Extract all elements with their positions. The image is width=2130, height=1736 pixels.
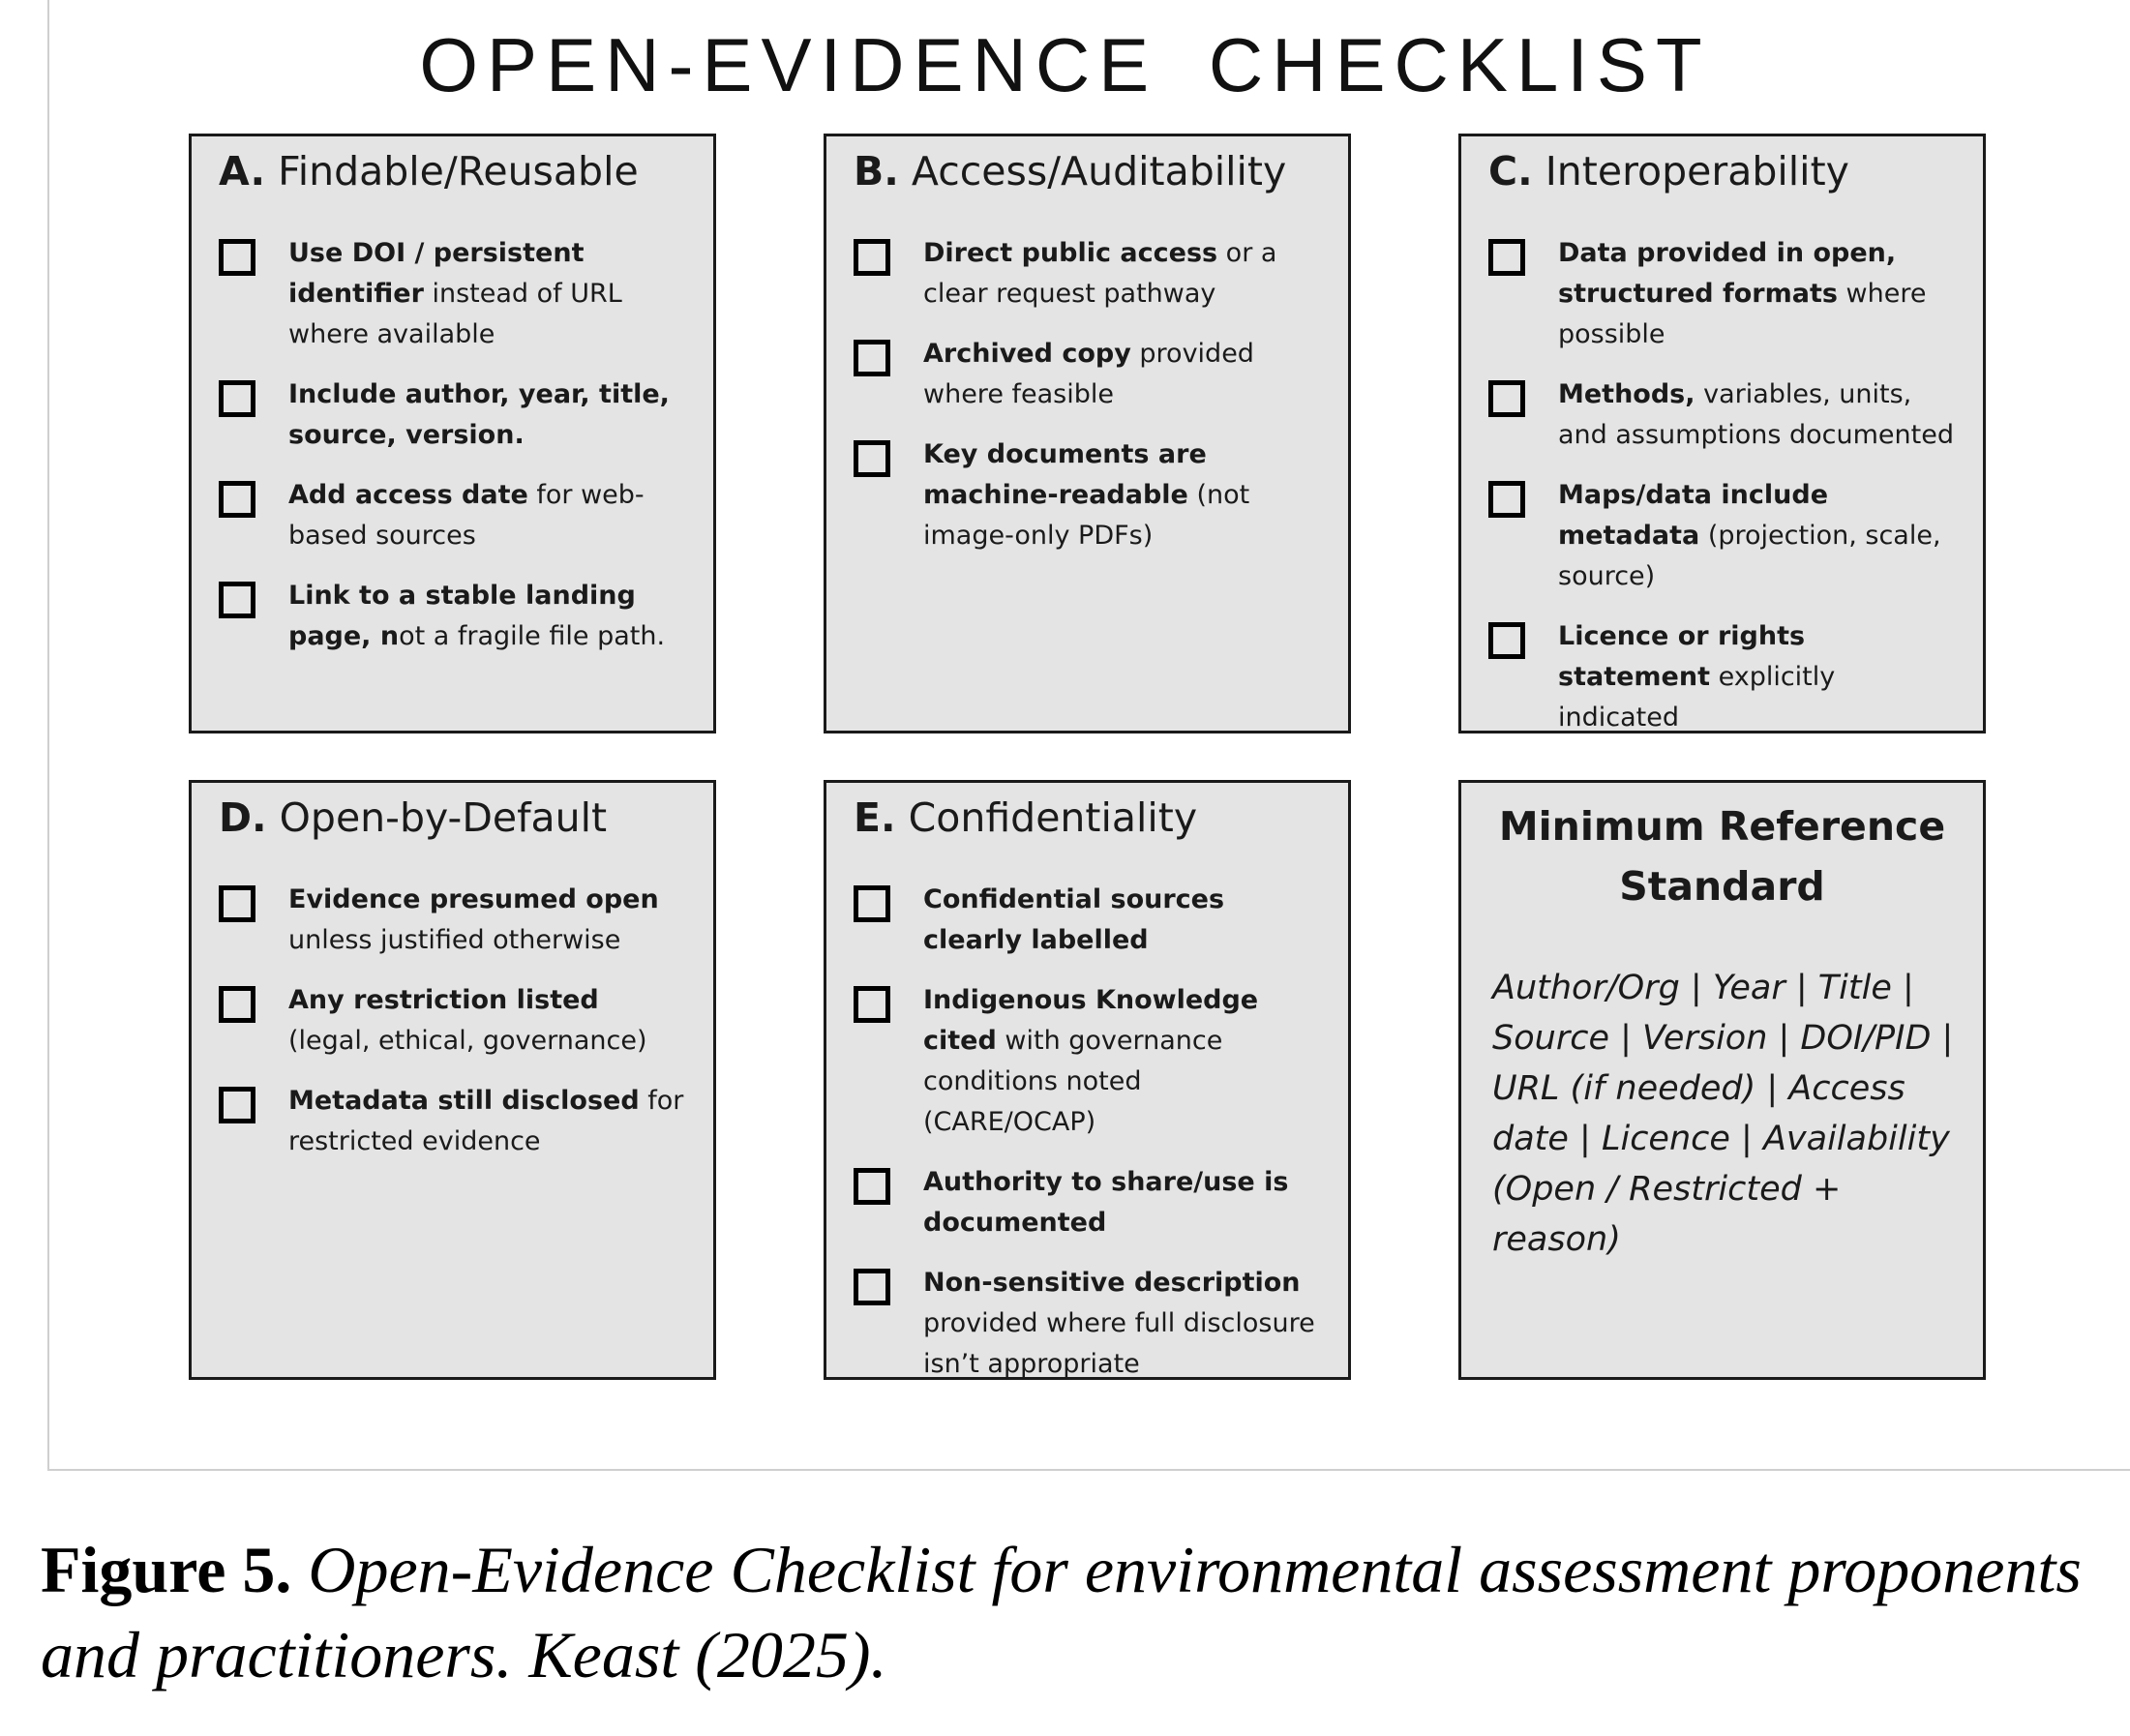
panel-letter: C. (1488, 148, 1533, 195)
checklist-item (1488, 475, 1972, 597)
item-bold: Add access date (288, 480, 528, 510)
checklist-item (1488, 233, 1972, 355)
panel-heading-text: Confidentiality (908, 794, 1198, 841)
item-bold: Indigenous Knowledge cited (923, 985, 1259, 1056)
checklist-item (219, 374, 703, 456)
item-bold: Direct public access (923, 238, 1218, 268)
checklist-item (854, 434, 1337, 556)
checklist-item (854, 980, 1337, 1143)
checkbox[interactable] (1488, 239, 1525, 276)
checkbox[interactable] (854, 239, 890, 276)
item-text: (not image-only PDFs) (923, 480, 1250, 551)
item-bold: Non-sensitive description (923, 1268, 1301, 1298)
checklist-item (219, 475, 703, 556)
panel-heading (1488, 148, 1849, 195)
item-bold: Use DOI / persistent identifier (288, 238, 585, 309)
checklist-item (219, 1081, 703, 1162)
item-bold: Key documents are machine-readable (923, 439, 1207, 510)
checklist-item (854, 1162, 1337, 1243)
panel-heading: Minimum Reference Standard (1498, 803, 1946, 910)
panel-letter: E. (854, 794, 896, 841)
checkbox[interactable] (854, 340, 890, 376)
checkbox[interactable] (854, 1168, 890, 1205)
checklist-items (854, 233, 1337, 576)
checkbox[interactable] (219, 239, 255, 276)
checkbox[interactable] (219, 582, 255, 618)
panel-heading (854, 148, 1286, 195)
panel-heading-text: Access/Auditability (911, 148, 1287, 195)
item-text: variables, units, and assumptions documented (1558, 379, 1954, 450)
checkbox[interactable] (1488, 622, 1525, 659)
checklist-item (854, 334, 1337, 415)
item-text: with governance conditions noted (CARE/OCAP) (923, 1026, 1223, 1137)
panel-interoperability (1458, 134, 1986, 733)
panel-heading-text: Interoperability (1545, 148, 1849, 195)
item-bold: Evidence presumed open (288, 884, 659, 914)
checklist-items (854, 880, 1337, 1404)
checklist-item (854, 1263, 1337, 1385)
panel-open-by-default (189, 780, 716, 1380)
checklist-item (1488, 374, 1972, 456)
checklist-item (219, 980, 703, 1062)
item-text: explicitly indicated (1558, 662, 1836, 733)
item-bold: Confidential sources clearly labelled (923, 884, 1225, 955)
checklist-items (219, 880, 703, 1182)
item-bold: Metadata still disclosed (288, 1086, 640, 1116)
item-bold: Any restriction listed (288, 985, 599, 1015)
checkbox[interactable] (219, 380, 255, 417)
panel-confidentiality (824, 780, 1351, 1380)
panel-heading (219, 148, 639, 195)
caption-text: Open-Evidence Checklist for environmental assessment proponents and practitioners. Keast (2025). (41, 1533, 2082, 1691)
checkbox[interactable] (854, 986, 890, 1023)
item-text: (legal, ethical, governance) (288, 1026, 647, 1056)
item-text: for web-based sources (288, 480, 645, 551)
checkbox[interactable] (854, 885, 890, 922)
reference-standard-text: Author/Org | Year | Title | Source | Version | DOI/PID | URL (if needed) | Access date | Licence | Availability (Open / Restricted + reason) (1492, 969, 1954, 1259)
panel-minimum-reference-standard (1458, 780, 1986, 1380)
checklist-item (854, 233, 1337, 314)
item-bold: Data provided in open, structured formats (1558, 238, 1897, 309)
item-bold: Maps/data include metadata (1558, 480, 1829, 551)
item-text: or a clear request pathway (923, 238, 1277, 309)
checklist-item (219, 576, 703, 657)
item-text: ot a fragile file path. (399, 621, 666, 651)
checkbox[interactable] (219, 481, 255, 518)
checklist-item (219, 880, 703, 961)
panel-heading (219, 794, 607, 841)
checkbox[interactable] (1488, 380, 1525, 417)
figure-caption (41, 1527, 2112, 1697)
caption-label: Figure 5. (41, 1533, 292, 1606)
checkbox[interactable] (1488, 481, 1525, 518)
panel-access-auditability (824, 134, 1351, 733)
item-bold: Authority to share/use is documented (923, 1167, 1289, 1238)
item-text: (projection, scale, source) (1558, 521, 1941, 591)
panel-letter: D. (219, 794, 267, 841)
item-text: provided where full disclosure isn’t appropriate (923, 1308, 1315, 1379)
item-text: where possible (1558, 279, 1927, 349)
checklist-items (1488, 233, 1972, 758)
panel-heading (854, 794, 1197, 841)
item-text: for restricted evidence (288, 1086, 684, 1156)
panel-letter: A. (219, 148, 266, 195)
panel-heading-text: Findable/Reusable (278, 148, 639, 195)
checklist-items (219, 233, 703, 676)
item-bold: Link to a stable landing page, n (288, 581, 636, 651)
item-bold: Licence or rights statement (1558, 621, 1806, 692)
checklist-item (854, 880, 1337, 961)
checklist-title: OPEN-EVIDENCE CHECKLIST (419, 22, 1711, 107)
checkbox[interactable] (854, 440, 890, 477)
panel-findable-reusable (189, 134, 716, 733)
checkbox[interactable] (219, 885, 255, 922)
item-text: provided where feasible (923, 339, 1254, 409)
checkbox[interactable] (854, 1269, 890, 1305)
checklist-item (1488, 616, 1972, 738)
item-bold: Methods, (1558, 379, 1695, 409)
item-bold: Archived copy (923, 339, 1131, 369)
checklist-item (219, 233, 703, 355)
item-text: unless justified otherwise (288, 925, 621, 955)
item-text: instead of URL where available (288, 279, 622, 349)
checkbox[interactable] (219, 986, 255, 1023)
panel-heading-text: Open-by-Default (279, 794, 608, 841)
panel-letter: B. (854, 148, 899, 195)
item-bold: Include author, year, title, source, version. (288, 379, 670, 450)
checkbox[interactable] (219, 1087, 255, 1123)
